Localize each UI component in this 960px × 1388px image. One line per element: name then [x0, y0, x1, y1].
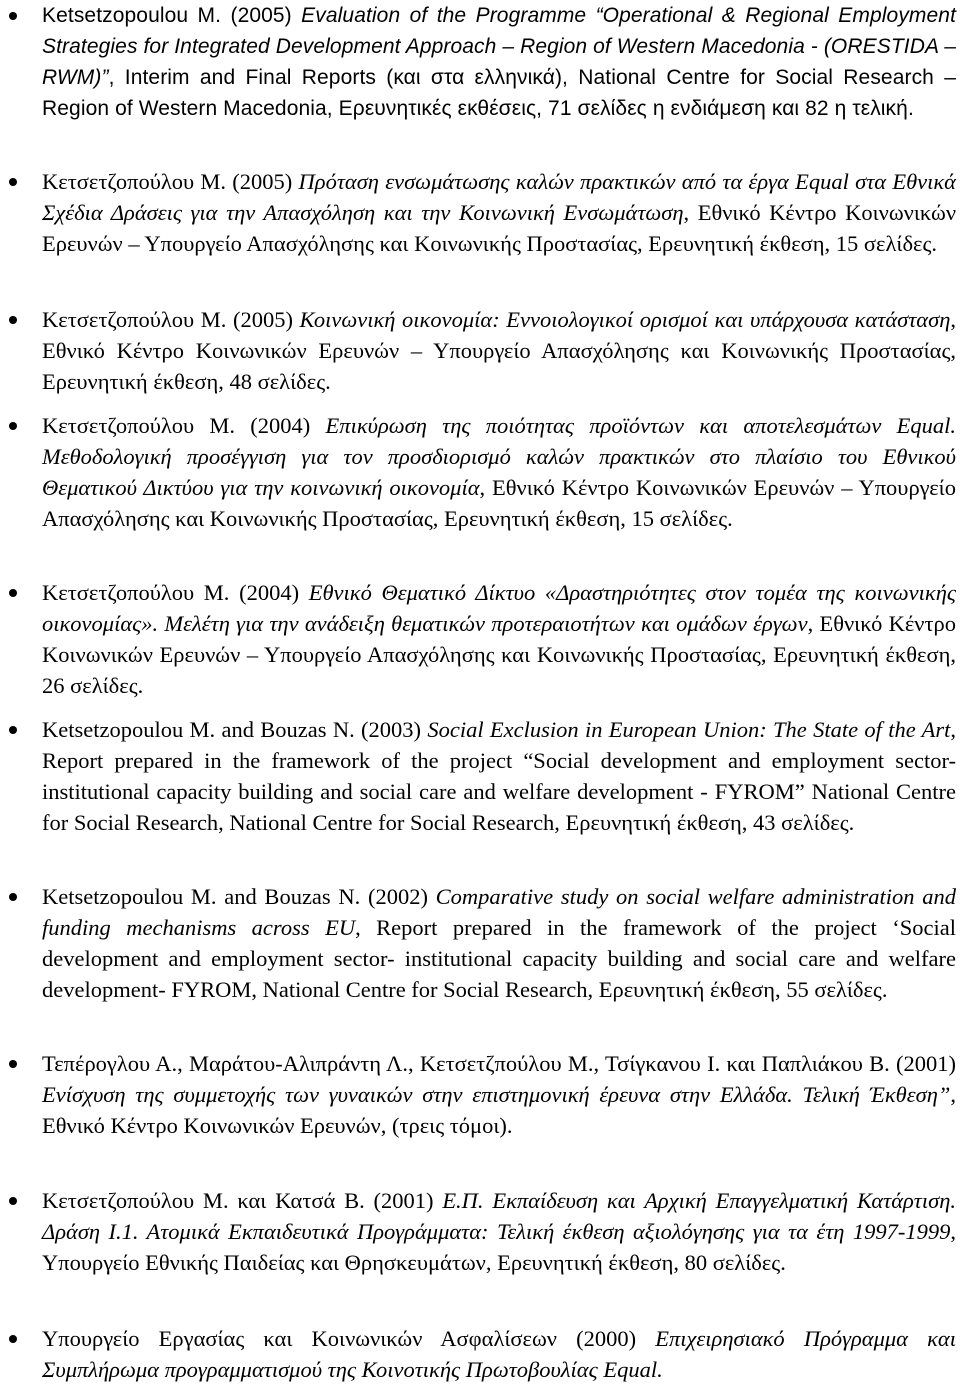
reference-item — [42, 1185, 956, 1278]
reference-publisher: , Εθνικό Κέντρο Κοινωνικών Ερευνών – Υπουργείο Απασχόλησης και Κοινωνικής Προστασίας, Ερευνητική έκθεση, 15 σελίδες. — [42, 475, 956, 531]
bullet-icon — [9, 1060, 17, 1068]
reference-text — [42, 1326, 956, 1382]
reference-title: Εθνικό Θεματικό Δίκτυο «Δραστηριότητες στον τομέα της κοινωνικής οικονομίας». Μελέτη για την ανάδειξη θεματικών προτεραιοτήτων και ομάδων έργων — [42, 580, 956, 636]
reference-author-year: Τεπέρογλου Α., Μαράτου-Αλιπράντη Λ., Κετσετζπούλου Μ., Τσίγκανου Ι. και Παπλιάκου Β. (2001) — [42, 1051, 956, 1076]
reference-item — [42, 1323, 956, 1385]
bullet-icon — [9, 12, 17, 20]
bullet-icon — [9, 316, 17, 324]
reference-title: Ε.Π. Εκπαίδευση και Αρχική Επαγγελματική Κατάρτιση. Δράση Ι.1. Ατομικά Εκπαιδευτικά Προγράμματα: Τελική έκθεση αξιολόγησης για τα έτη 1997-1999 — [42, 1188, 956, 1244]
reference-publisher: , Υπουργείο Εθνικής Παιδείας και Θρησκευμάτων, Ερευνητική έκθεση, 80 σελίδες. — [42, 1219, 956, 1275]
reference-item — [42, 0, 956, 124]
reference-title: Comparative study on social welfare administration and funding mechanisms across EU — [42, 884, 956, 940]
reference-publisher: , Report prepared in the framework of the project ‘Social development and employment sector- institutional capacity building and social care and welfare development- FYROM, National Centre for Social Research, Ερευνητική έκθεση, 55 σελίδες. — [42, 915, 956, 1002]
reference-author-year: Κετσετζοπούλου Μ. (2005) — [42, 169, 299, 194]
reference-publisher: , Εθνικό Κέντρο Κοινωνικών Ερευνών – Υπουργείο Απασχόλησης και Κοινωνικής Προστασίας, Ερευνητική έκθεση, 48 σελίδες. — [42, 307, 956, 394]
reference-text — [42, 884, 956, 1002]
reference-author-year: Υπουργείο Εργασίας και Κοινωνικών Ασφαλίσεων (2000) — [42, 1326, 656, 1351]
reference-title: Πρόταση ενσωμάτωσης καλών πρακτικών από τα έργα Equal στα Εθνικά Σχέδια Δράσεις για την Απασχόληση και την Κοινωνική Ενσωμάτωση — [42, 169, 956, 225]
reference-author-year: Κετσετζοπούλου Μ. (2004) — [42, 413, 326, 438]
bullet-icon — [9, 1197, 17, 1205]
reference-item — [42, 881, 956, 1005]
reference-text — [42, 307, 956, 394]
reference-title: Επικύρωση της ποιότητας προϊόντων και αποτελεσμάτων Equal. Μεθοδολογική προσέγγιση για τον προσδιορισμό καλών πρακτικών στο πλαίσιο του Εθνικού Θεματικού Δικτύου για την κοινωνική οικονομία — [42, 413, 956, 500]
reference-title: Evaluation of the Programme “Operational & Regional Employment Strategies for Integrated Development Approach – Region of Western Macedonia - (ORESTIDA – RWM)” — [42, 4, 957, 89]
reference-author-year: Κετσετζοπούλου Μ. (2005) — [42, 307, 300, 332]
reference-text — [42, 1051, 956, 1138]
reference-publisher: , Εθνικό Κέντρο Κοινωνικών Ερευνών – Υπουργείο Απασχόλησης και Κοινωνικής Προστασίας, Ερευνητική έκθεση, 15 σελίδες. — [42, 200, 957, 256]
reference-author-year: Ketsetzopoulou M. and Bouzas N. (2003) — [42, 717, 428, 742]
reference-author-year: Κετσετζοπούλου Μ. και Κατσά Β. (2001) — [42, 1188, 443, 1213]
reference-text — [42, 4, 956, 120]
reference-title: Κοινωνική οικονομία: Εννοιολογικοί ορισμοί και υπάρχουσα κατάσταση — [299, 307, 951, 332]
reference-text — [42, 169, 956, 256]
reference-item — [42, 410, 956, 534]
reference-item — [42, 577, 956, 701]
bullet-icon — [9, 422, 17, 430]
reference-text — [42, 717, 956, 835]
reference-author-year: Ketsetzopoulou M. (2005) — [42, 4, 302, 27]
reference-publisher: , Report prepared in the framework of the project “Social development and employment sector- institutional capacity building and social care and welfare development - FYROM” National Centre for Social Research, National Centre for Social Research, Ερευνητική έκθεση, 43 σελίδες. — [42, 717, 957, 835]
reference-item — [42, 1048, 956, 1141]
reference-title: Επιχειρησιακό Πρόγραμμα και Συμπλήρωμα προγραμματισμού της Κοινοτικής Πρωτοβουλίας Equal. — [42, 1326, 956, 1382]
bullet-icon — [9, 893, 17, 901]
reference-item — [42, 714, 956, 838]
reference-author-year: Κετσετζοπούλου Μ. (2004) — [42, 580, 309, 605]
bullet-icon — [9, 589, 17, 597]
reference-title: Ενίσχυση της συμμετοχής των γυναικών στην επιστημονική έρευνα στην Ελλάδα. Τελική Έκθεση” — [42, 1082, 951, 1107]
reference-item — [42, 304, 956, 397]
bullet-icon — [9, 726, 17, 734]
reference-publisher: , Εθνικό Κέντρο Κοινωνικών Ερευνών – Υπουργείο Απασχόλησης και Κοινωνικής Προστασίας, Ερευνητική έκθεση, 26 σελίδες. — [42, 611, 956, 698]
reference-publisher: , Εθνικό Κέντρο Κοινωνικών Ερευνών, (τρεις τόμοι). — [42, 1082, 956, 1138]
reference-text — [42, 1188, 956, 1275]
bullet-icon — [9, 1335, 17, 1343]
reference-author-year: Ketsetzopoulou M. and Bouzas N. (2002) — [42, 884, 436, 909]
reference-publisher: , Interim and Final Reports (και στα ελληνικά), National Centre for Social Research – Region of Western Macedonia, Ερευνητικές εκθέσεις, 71 σελίδες η ενδιάμεση και 82 η τελική. — [42, 66, 956, 120]
reference-item — [42, 166, 956, 259]
reference-title: Social Exclusion in European Union: The State of the Art — [427, 717, 951, 742]
reference-text — [42, 580, 956, 698]
reference-text — [42, 413, 956, 531]
bullet-icon — [9, 178, 17, 186]
